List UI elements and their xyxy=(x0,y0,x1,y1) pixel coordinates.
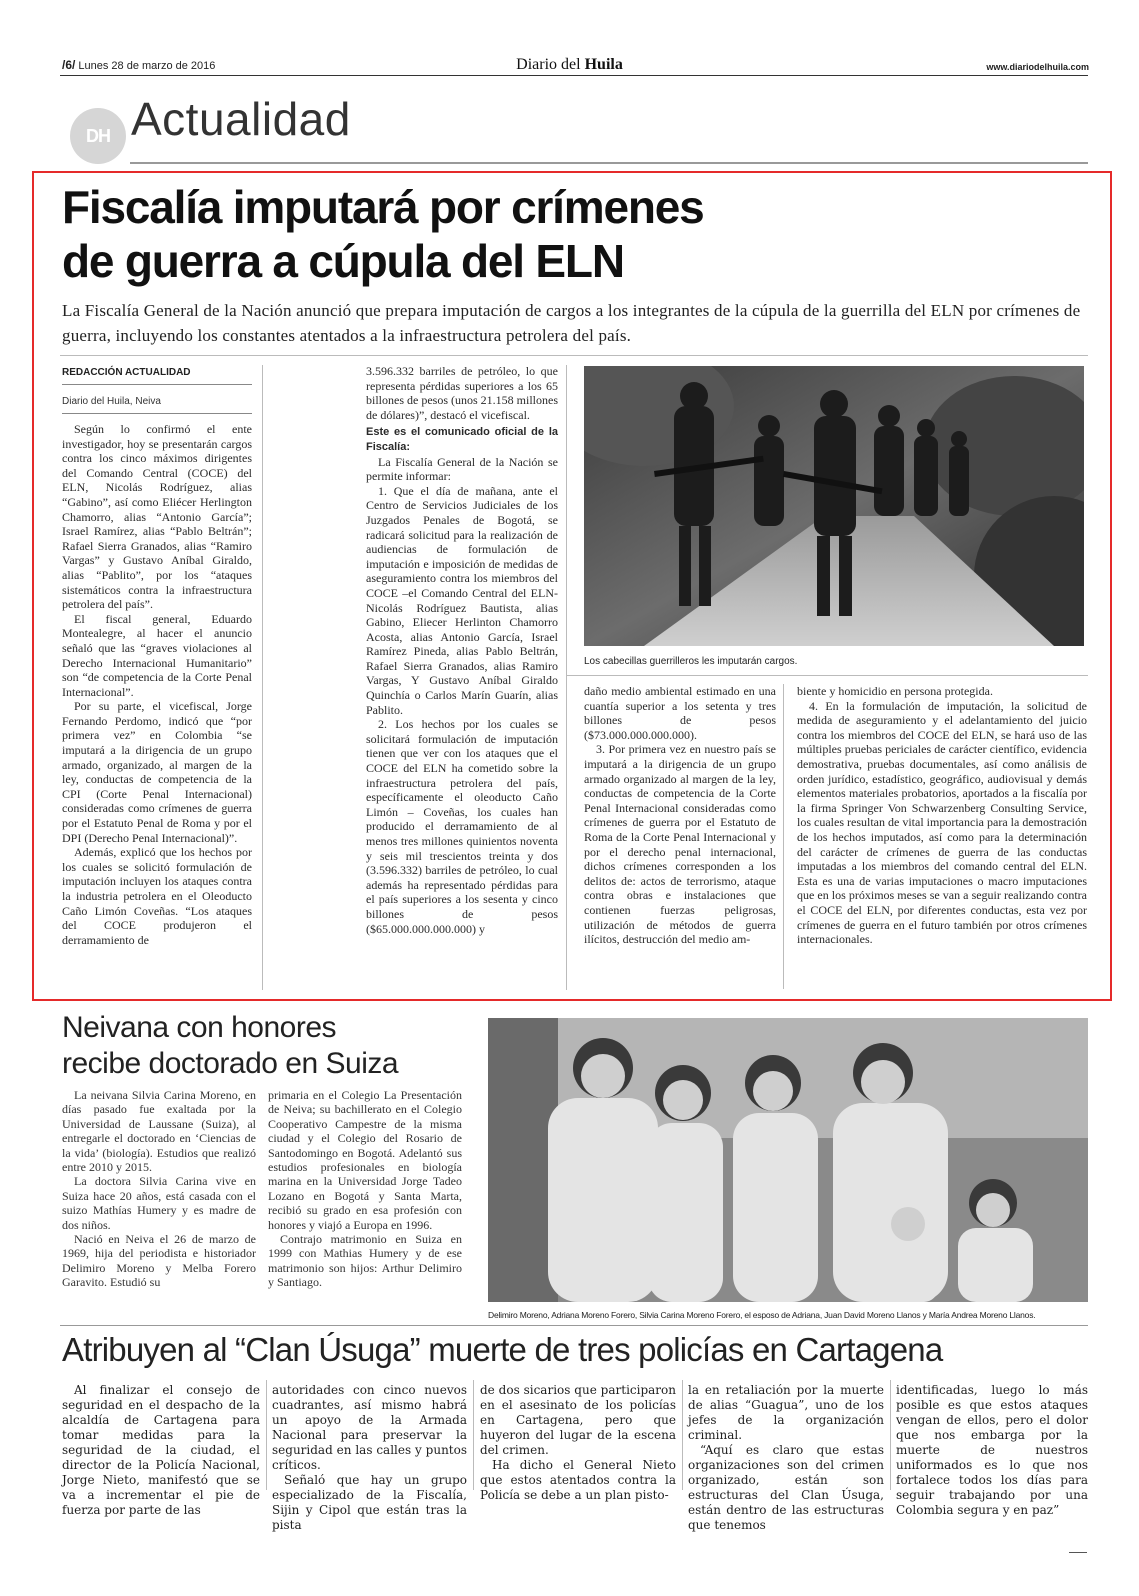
dateline: Diario del Huila, Neiva xyxy=(62,396,161,407)
lead-column-2 xyxy=(366,364,558,936)
paragraph: la en retaliación por la muerte de alias “Guagua”, uno de los jefes de la organización criminal. xyxy=(688,1383,884,1442)
lead-column-3 xyxy=(584,684,776,947)
third-column-1 xyxy=(62,1383,260,1518)
page-number: /6/ xyxy=(62,58,76,72)
lead-column-4 xyxy=(797,684,1087,947)
byline: REDACCIÓN ACTUALIDAD xyxy=(62,367,191,378)
third-column-5 xyxy=(896,1383,1088,1518)
paragraph: biente y homicidio en persona protegida. xyxy=(797,684,993,698)
third-column-2 xyxy=(272,1383,467,1533)
header-rule xyxy=(60,75,1088,76)
paragraph: identificadas, luego lo más posible es que estos ataques vengan de ellos, pero el dolor que nos embarga por la muerte de nuestros uniformados es lo que nos fortalece todos los días para seguir trabajando por una Colombia segura y en paz” xyxy=(896,1383,1088,1517)
second-headline-line2: recibe doctorado en Suiza xyxy=(62,1047,399,1080)
third-column-4 xyxy=(688,1383,884,1533)
paragraph: Al finalizar el consejo de seguridad en el despacho de la alcaldía de Cartagena para tomar medidas para la seguridad de la ciudad, el director de la Policía Nacional, Jorge Nieto, manifestó que se va a incrementar el pie de fuerza por parte de las xyxy=(62,1383,260,1517)
column-rule xyxy=(566,365,567,990)
dateline-rule xyxy=(62,413,252,414)
website-url: www.diariodelhuila.com xyxy=(986,62,1089,72)
second-headline xyxy=(62,1010,398,1082)
paragraph: 3.596.332 barriles de petróleo, lo que representa pérdidas superiores a los 65 billones de pesos (unos 21.158 millones de dólares)”, destacó el vicefiscal. xyxy=(366,364,558,422)
lead-headline-line1: Fiscalía imputará por crímenes xyxy=(62,181,704,233)
second-headline-line1: Neivana con honores xyxy=(62,1011,337,1044)
lead-lede: La Fiscalía General de la Nación anunció que prepara imputación de cargos a los integrantes de la cúpula de la guerrilla del ELN por crímenes de guerra, incluyendo los constantes atentados a la infraestructura petrolera del país. xyxy=(62,301,1081,345)
paragraph: Contrajo matrimonio en Suiza en 1999 con Mathias Humery y de ese matrimonio son hijos: Arthur Delimiro y Santiago. xyxy=(268,1232,462,1290)
masthead-name xyxy=(0,56,1139,74)
third-headline: Atribuyen al “Clan Úsuga” muerte de tres policías en Cartagena xyxy=(62,1331,943,1368)
third-column-3 xyxy=(480,1383,676,1503)
column-rule xyxy=(262,365,263,990)
paragraph: daño medio ambiental estimado en una cuantía superior a los setenta y tres billones de pesos ($73.000.000.000.000). xyxy=(584,684,776,742)
byline-rule xyxy=(62,384,252,385)
lead-column-1 xyxy=(62,422,252,947)
section-logo-icon: DH xyxy=(70,108,126,164)
masthead-name-part1: Diario del xyxy=(516,56,585,73)
column-rule xyxy=(783,684,784,989)
paragraph: Ha dicho el General Nieto que estos atentados contra la Policía se debe a un plan pisto- xyxy=(480,1458,676,1502)
issue-date: Lunes 28 de marzo de 2016 xyxy=(78,60,216,72)
column-rule xyxy=(890,1380,891,1490)
subheading: Este es el comunicado oficial de la Fiscalía: xyxy=(366,426,558,453)
paragraph: 1. Que el día de mañana, ante el Centro de Servicios Judiciales de los Juzgados Penales de Bogotá, se radicará solicitud para la realización de audiencias de formulación de imputación e imposición de medidas de aseguramiento contra los miembros del COCE –el Comando Central del ELN-Nicolás Rodríguez Bautista, alias Gabino, Eliecer Herlinton Chamorro Acosta, alias Antonio García, Israel Ramírez Pineda, alias Pablo Beltrán, Rafael Sierra Granados, alias Ramiro Vargas, Y Gustavo Aníbal Giraldo Quinchía o Carlos Marín Guarín, alias Pablito. xyxy=(366,483,558,717)
paragraph: 2. Los hechos por los cuales se solicitará formulación de imputación tienen que ver con los ataques que el COCE del ELN ha cometido sobre la infraestructura petrolera del país, específicamente el oleoducto Caño Limón – Coveñas, los cuales han producido el derramamiento de al menos tres millones quinientos noventa y seis mil trescientos treinta y dos (3.596.332) barriles de petróleo, lo cual además ha representado pérdidas para el país superiores a los sesenta y cinco billones de pesos ($65.000.000.000.000) y xyxy=(366,717,558,936)
paragraph: 4. En la formulación de imputación, la solicitud de medida de aseguramiento y el adelantamiento del juicio contra los miembros del COCE del ELN, se hará uso de las múltiples pruebas periciales de carácter científico, evidencia demostrativa, pruebas documentales, así como análisis de orden jurídico, estadístico, geográfico, audiovisual y demás elementos materiales probatorios, aportados a la fiscalía por la firma Springer Von Schwarzenberg Consulting Service, los cuales resultan de vital importancia para la demostración de los hechos imputados, así como para la determinación del carácter de crímenes de guerra de las conductas imputadas a los miembros del comando central del ELN. Esta es una de varias imputaciones o macro imputaciones que en los próximos meses se van a seguir realizando contra el COCE del ELN, por diferentes conductas, esta vez por crímenes de guerra en el futuro también por otros crímenes internacionales. xyxy=(797,698,1087,947)
column-rule xyxy=(473,1380,474,1490)
column-rule xyxy=(682,1380,683,1490)
column-rule xyxy=(266,1380,267,1490)
second-column-2 xyxy=(268,1088,462,1290)
lede-rule xyxy=(60,355,1088,356)
second-column-1 xyxy=(62,1088,256,1290)
paragraph: Por su parte, el vicefiscal, Jorge Fernando Perdomo, indicó que “por primera vez” en Colombia “se imputará a la dirigencia de un grupo armado, organizado, al margen de la ley, conductas de competencia de la CPI (Corte Penal Internacional) consideradas como crímenes de guerra por el Estatuto Penal de Roma y por el DPI (Derecho Penal Internacional)”. xyxy=(62,699,252,845)
paragraph: El fiscal general, Eduardo Montealegre, al hacer el anuncio señaló que las “graves violaciones al Derecho Internacional Humanitario” son “de competencia de la Corte Penal Internacional”. xyxy=(62,611,252,699)
paragraph: Además, explicó que los hechos por los cuales se solicitó formulación de imputación incluyen los ataques contra la industria petrolera en el Oleoducto Caño Limón Coveñas. “Los ataques del COCE produjeron el derramamiento de xyxy=(62,845,252,947)
section-title: Actualidad xyxy=(131,93,351,145)
family-photo-caption: Delimiro Moreno, Adriana Moreno Forero, Silvia Carina Moreno Forero, el esposo de Adriana, Juan David Moreno Llanos y María Andrea Moreno Llanos. xyxy=(488,1310,1036,1320)
paragraph: autoridades con cinco nuevos cuadrantes, así mismo habrá un apoyo de la Armada Nacional para preservar la seguridad en las calles y puntos críticos. xyxy=(272,1383,467,1472)
page-edge-mark xyxy=(1069,1552,1087,1553)
paragraph: La doctora Silvia Carina vive en Suiza hace 20 años, está casada con el suizo Mathías Humery y es madre de dos niños. xyxy=(62,1174,256,1232)
paragraph: 3. Por primera vez en nuestro país se imputará a la dirigencia de un grupo armado organizado al margen de la ley, conductas de competencia de la Corte Penal Internacional consideradas como crímenes de guerra por el Estatuto de Roma de la Corte Penal Internacional y por el derecho penal internacional, dichos crímenes corresponden a los delitos de: actos de terrorismo, ataque contra obras e instalaciones que contienen fuerzas peligrosas, utilización de métodos de guerra ilícitos, destrucción del medio am- xyxy=(584,742,776,947)
section-rule xyxy=(130,162,1088,164)
paragraph: Según lo confirmó el ente investigador, hoy se presentarán cargos contra los cinco máximos dirigentes del Comando Central (COCE) del ELN, Nicolás Rodríguez, alias “Gabino”, así como Eliécer Herlington Chamorro, alias “Antonio García”; Israel Ramírez, alias “Pablo Beltrán”; Rafael Sierra Granados, alias “Ramiro Vargas” y Gustavo Aníbal Giraldo, alias “Pablito”, por los “ataques sistemáticos contra la infraestructura petrolera del país”. xyxy=(62,422,252,612)
paragraph: “Aquí es claro que estas organizaciones son del crimen organizado, están son estructuras del Clan Úsuga, están dentro de las estructuras que tenemos xyxy=(688,1443,884,1532)
paragraph: primaria en el Colegio La Presentación de Neiva; su bachillerato en el Colegio Cooperativo Campestre de la misma ciudad y el Colegio del Rosario de Santodomingo en Bogotá. Adelantó sus estudios profesionales en biología marina en la Universidad Jorge Tadeo Lozano en Bogotá y Santa Marta, recibió su grado en esa profesión con honores y viajó a Europa en 1996. xyxy=(268,1088,462,1232)
paragraph: La neivana Silvia Carina Moreno, en días pasado fue exaltada por la Universidad de Laussane (Suiza), al entregarle el doctorado en ‘Ciencias de la vida’ (biología). Estudios que realizó entre 2010 y 2015. xyxy=(62,1088,256,1175)
lead-headline xyxy=(62,180,882,288)
paragraph: de dos sicarios que participaron en el asesinato de los policías en Cartagena, pero que huyeron del lugar de la escena del crimen. xyxy=(480,1383,676,1457)
lead-headline-line2: de guerra a cúpula del ELN xyxy=(62,235,624,287)
family-photo xyxy=(488,1018,1088,1302)
caption-rule xyxy=(566,675,1088,676)
photo-caption: Los cabecillas guerrilleros les imputarán cargos. xyxy=(584,656,798,667)
paragraph: La Fiscalía General de la Nación se permite informar: xyxy=(366,454,558,484)
paragraph: Nació en Neiva el 26 de marzo de 1969, hija del periodista e historiador Delimiro Moreno y Melba Forero Garavito. Estudió su xyxy=(62,1232,256,1290)
paragraph: Señaló que hay un grupo especializado de la Fiscalía, Sijin y Cipol que están tras la pista xyxy=(272,1473,467,1532)
masthead-name-part2: Huila xyxy=(584,56,623,73)
guerrilla-photo xyxy=(584,366,1084,646)
article-rule xyxy=(60,1325,1088,1326)
